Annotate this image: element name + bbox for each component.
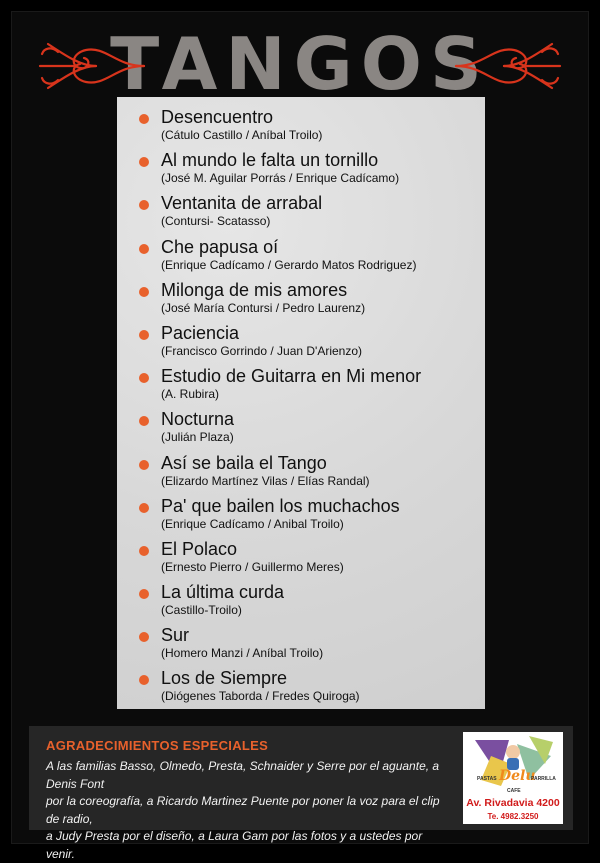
song-item bbox=[117, 237, 485, 280]
song-authors: (Castillo-Troilo) bbox=[161, 603, 242, 618]
song-item bbox=[117, 496, 485, 539]
song-title: Pa' que bailen los muchachos bbox=[161, 495, 400, 516]
acknowledgements-text bbox=[46, 758, 454, 863]
song-title: Así se baila el Tango bbox=[161, 452, 327, 473]
bullet-icon bbox=[139, 200, 149, 210]
song-item bbox=[117, 409, 485, 452]
page-title: TANGOS bbox=[110, 22, 490, 106]
sponsor-name: Delu bbox=[499, 768, 536, 784]
bullet-icon bbox=[139, 244, 149, 254]
song-title: Los de Siempre bbox=[161, 668, 288, 689]
song-item bbox=[117, 107, 485, 150]
song-authors: (Contursi- Scatasso) bbox=[161, 214, 271, 229]
sponsor-phone: Te. 4982.3250 bbox=[487, 812, 539, 821]
song-item bbox=[117, 280, 485, 323]
song-item bbox=[117, 150, 485, 193]
song-authors: (A. Rubira) bbox=[161, 387, 220, 402]
song-authors: (Cátulo Castillo / Aníbal Troilo) bbox=[161, 128, 323, 142]
song-title: Ventanita de arrabal bbox=[161, 193, 323, 214]
bullet-icon bbox=[139, 675, 149, 685]
song-authors: (José María Contursi / Pedro Laurenz) bbox=[161, 300, 366, 315]
song-list-panel bbox=[117, 97, 485, 709]
song-item bbox=[117, 625, 485, 668]
song-authors: (Diógenes Taborda / Fredes Quiroga) bbox=[161, 689, 360, 704]
bullet-icon bbox=[139, 546, 149, 556]
song-title: Paciencia bbox=[161, 322, 240, 343]
bullet-icon bbox=[139, 114, 149, 124]
bullet-icon bbox=[139, 416, 149, 426]
song-item bbox=[117, 193, 485, 236]
song-title: La última curda bbox=[161, 582, 285, 603]
song-authors: (Julián Plaza) bbox=[161, 430, 234, 445]
sponsor-address: Av. Rivadavia 4200 bbox=[466, 797, 560, 809]
acknowledgements-box bbox=[29, 726, 573, 861]
song-title: Desencuentro bbox=[161, 107, 274, 127]
bullet-icon bbox=[139, 632, 149, 642]
sponsor-logo bbox=[463, 732, 563, 824]
song-title: Che papusa oí bbox=[161, 236, 279, 257]
song-item bbox=[117, 668, 485, 711]
right-flourish-icon bbox=[454, 36, 564, 96]
bullet-icon bbox=[139, 503, 149, 513]
acknowledgements-heading: AGRADECIMIENTOS ESPECIALES bbox=[46, 738, 269, 753]
left-flourish-icon bbox=[36, 36, 146, 96]
bullet-icon bbox=[139, 330, 149, 340]
bullet-icon bbox=[139, 460, 149, 470]
acknowledgements-line: por la coreografía, a Ricardo Martinez Puente por poner la voz para el clip de radio, bbox=[46, 794, 440, 826]
acknowledgements-line: A las familias Basso, Olmedo, Presta, Schnaider y Serre por el aguante, a Denis Font bbox=[46, 759, 440, 791]
song-list bbox=[117, 107, 485, 712]
bullet-icon bbox=[139, 373, 149, 383]
song-authors: (José M. Aguilar Porrás / Enrique Cadícamo) bbox=[161, 171, 400, 186]
song-title: Al mundo le falta un tornillo bbox=[161, 150, 379, 171]
song-title: El Polaco bbox=[161, 538, 238, 559]
song-authors: (Enrique Cadícamo / Gerardo Matos Rodriguez) bbox=[161, 257, 417, 272]
song-authors: (Ernesto Pierro / Guillermo Meres) bbox=[161, 559, 344, 574]
song-title: Sur bbox=[161, 625, 190, 646]
song-authors: (Homero Manzi / Aníbal Troilo) bbox=[161, 646, 324, 661]
song-authors: (Enrique Cadícamo / Anibal Troilo) bbox=[161, 516, 344, 531]
song-title: Milonga de mis amores bbox=[161, 279, 348, 300]
bullet-icon bbox=[139, 287, 149, 297]
song-title: Nocturna bbox=[161, 409, 235, 430]
song-item bbox=[117, 453, 485, 496]
song-item bbox=[117, 366, 485, 409]
song-item bbox=[117, 323, 485, 366]
sponsor-right-tag: PARRILLA bbox=[531, 776, 556, 782]
song-authors: (Elizardo Martínez Vilas / Elías Randal) bbox=[161, 473, 370, 488]
song-title: Estudio de Guitarra en Mi menor bbox=[161, 366, 422, 387]
song-item bbox=[117, 582, 485, 625]
acknowledgements-line: a Judy Presta por el diseño, a Laura Gam por las fotos y a ustedes por venir. bbox=[46, 829, 423, 861]
song-item bbox=[117, 539, 485, 582]
sponsor-logo-art-icon bbox=[471, 736, 555, 794]
bullet-icon bbox=[139, 157, 149, 167]
sponsor-left-tag: PASTAS bbox=[477, 776, 497, 782]
sponsor-bottom-tag: CAFE bbox=[507, 788, 521, 794]
song-authors: (Francisco Gorrindo / Juan D'Arienzo) bbox=[161, 343, 363, 358]
bullet-icon bbox=[139, 589, 149, 599]
